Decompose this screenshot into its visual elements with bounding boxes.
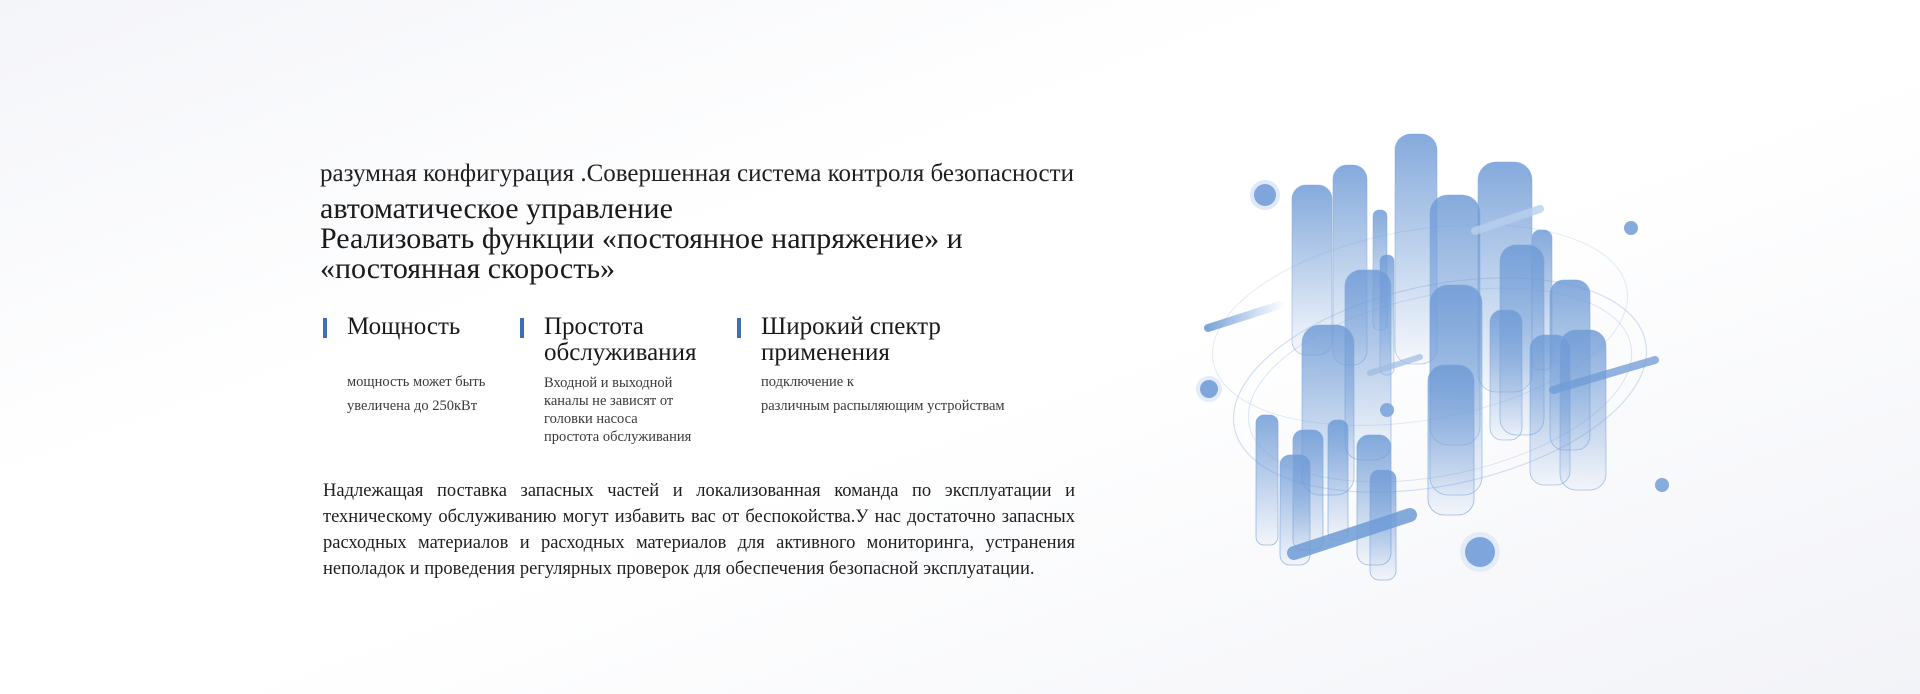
feature-text-line: мощность может быть (347, 374, 486, 390)
feature-text-line: каналы не зависят от (544, 393, 674, 409)
description-paragraph: Надлежащая поставка запасных частей и локализованная команда по эксплуатации и техническому обслуживанию могут избавить вас от беспокойства.У нас достаточно запасных расходных материалов и расходных материалов для активного мониторинга, устранения неполадок и проведения регулярных проверок для обеспечения безопасной эксплуатации. (323, 481, 1075, 579)
feature-title-line: обслуживания (544, 339, 697, 366)
feature-accent-bar (323, 318, 327, 338)
feature-title: Мощность (347, 313, 461, 340)
content-section (320, 158, 1200, 579)
features-row (320, 314, 1200, 454)
feature-accent-bar (737, 318, 741, 338)
feature-text-line: подключение к (761, 374, 854, 390)
feature-accent-bar (520, 318, 524, 338)
isometric-city-icon (1190, 115, 1690, 585)
subtitle: разумная конфигурация .Совершенная система контроля безопасности (320, 160, 1074, 187)
feature-title-line: Простота (544, 313, 644, 340)
feature-text-line: увеличена до 250кВт (347, 398, 478, 414)
feature-text-line: головки насоса (544, 411, 638, 427)
feature-text-line: различным распыляющим устройствам (761, 398, 1005, 414)
feature-text-line: Входной и выходной (544, 375, 673, 391)
feature-text-line: простота обслуживания (544, 429, 692, 445)
page-heading: автоматическое управление Реализовать функции «постоянное напряжение» и «постоянная скорость» (320, 192, 963, 285)
feature-title-line: Широкий спектр (761, 313, 941, 340)
feature-title-line: применения (761, 339, 890, 366)
